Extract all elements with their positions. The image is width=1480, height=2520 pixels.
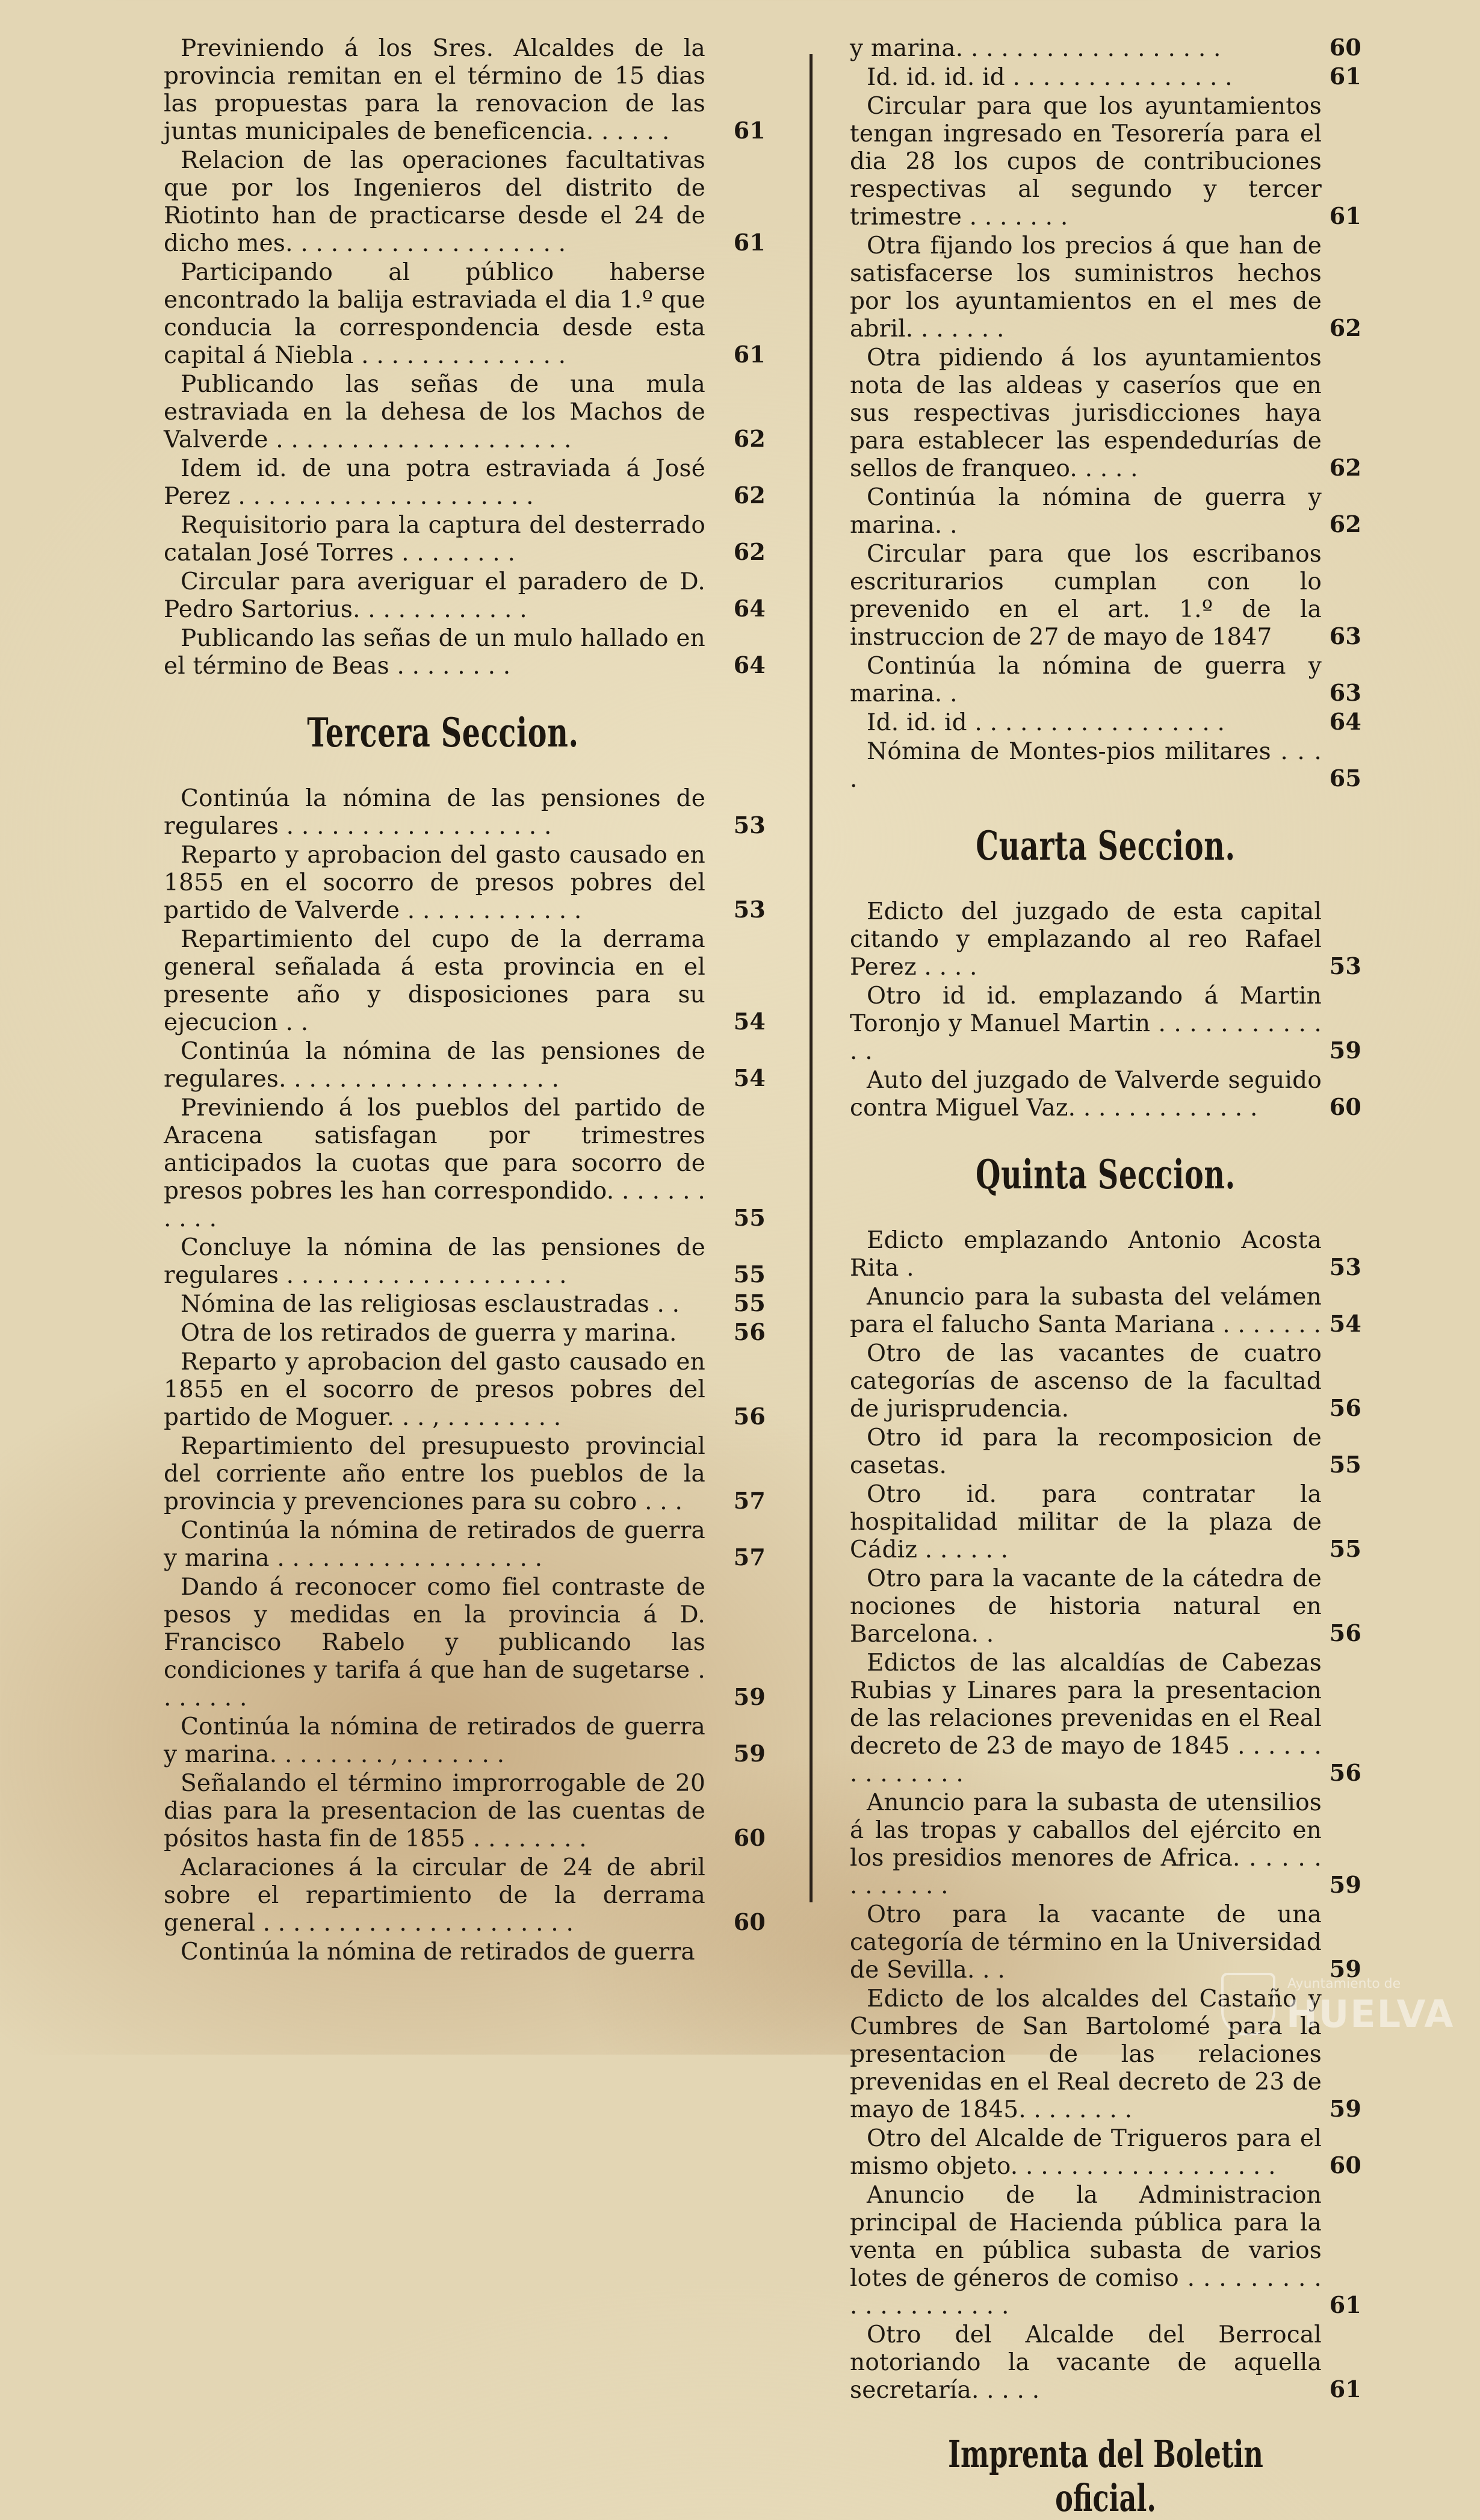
entry-text: Anuncio para la subasta del velámen para el falucho Santa Mariana . . . . . . .: [850, 1283, 1322, 1338]
right-entries-quinta: [850, 1227, 1361, 2404]
page-number: 59: [1329, 2095, 1361, 2122]
ayuntamiento-huelva-logo: [1221, 1968, 1455, 2040]
entry-text: Continúa la nómina de guerra y marina. .: [850, 653, 1322, 707]
page-number: 60: [1329, 1093, 1361, 1120]
page-number: 62: [733, 538, 766, 565]
page-number: 63: [1329, 679, 1361, 706]
index-entry: [850, 982, 1361, 1066]
entry-text: Reparto y aprobacion del gasto causado en 1855 en el socorro de presos pobres del partido de Valverde . . . . . . . . . . . .: [164, 842, 705, 924]
imprint-line: Imprenta del Boletin oficial.: [948, 2432, 1263, 2520]
entry-text: Continúa la nómina de las pensiones de regulares . . . . . . . . . . . . . . . . . .: [164, 785, 705, 840]
page-number: 61: [1329, 2291, 1361, 2318]
page-number: 61: [733, 229, 766, 256]
right-entries-top: [850, 35, 1361, 793]
page-number: 55: [733, 1261, 766, 1288]
index-entry: [850, 898, 1361, 981]
page-number: 55: [1329, 1535, 1361, 1562]
index-entry: [850, 709, 1361, 737]
right-entries-cuarta: [850, 898, 1361, 1122]
entry-text: Nómina de las religiosas esclaustradas . .: [181, 1291, 680, 1318]
index-entry: [164, 1094, 766, 1233]
page-number: 64: [733, 651, 766, 678]
logo-line1: Ayuntamiento de: [1287, 1976, 1401, 1991]
left-entries-tercera: [164, 785, 766, 1966]
entry-text: Otro id. para contratar la hospitalidad militar de la plaza de Cádiz . . . . . .: [850, 1481, 1322, 1563]
page-number: 53: [733, 896, 766, 923]
entry-text: Circular para que los ayuntamientos tengan ingresado en Tesorería para el dia 28 los cupos de contribuciones respectivas al segundo y tercer trimestre . . . . . . .: [850, 93, 1322, 231]
entry-text: Concluye la nómina de las pensiones de regulares . . . . . . . . . . . . . . . . . . .: [164, 1234, 705, 1289]
logo-line2: HUELVA: [1286, 1992, 1455, 2036]
entry-text: Idem id. de una potra estraviada á José Perez . . . . . . . . . . . . . . . . . . . .: [164, 455, 705, 510]
index-entry: [850, 1789, 1361, 1900]
index-entry: [850, 1649, 1361, 1788]
entry-text: Continúa la nómina de retirados de guerra: [181, 1938, 695, 1966]
index-entry: [164, 1574, 766, 1712]
index-entry: [164, 512, 766, 567]
index-entry: [164, 625, 766, 680]
page-number: 61: [1329, 2376, 1361, 2403]
entry-text: Otra pidiendo á los ayuntamientos nota de las aldeas y caseríos que en sus respectivas jurisdicciones haya para establecer las espendedurías de sellos de franqueo. . . . .: [850, 344, 1322, 482]
entry-text: Participando al público haberse encontrado la balija estraviada el dia 1.º que conducia la correspondencia desde esta capital á Niebla . . . . . . . . . . . . . .: [164, 259, 705, 369]
entry-text: Relacion de las operaciones facultativas que por los Ingenieros del distrito de Riotinto han de practicarse desde el 24 de dicho mes. . . . . . . . . . . . . . . . . . .: [164, 147, 705, 257]
page-number: 56: [1329, 1394, 1361, 1421]
index-entry: [164, 1938, 766, 1966]
page-number: 62: [1329, 314, 1361, 341]
page-number: 61: [1329, 202, 1361, 229]
entry-text: Otro para la vacante de la cátedra de nociones de historia natural en Barcelona. .: [850, 1565, 1322, 1648]
entry-text: y marina. . . . . . . . . . . . . . . . . .: [850, 35, 1221, 62]
entry-text: Edicto de los alcaldes del Castaño y Cumbres de San Bartolomé para la presentacion de las relaciones prevenidas en el Real decreto de 23 de mayo de 1845. . . . . . . .: [850, 1985, 1322, 2123]
page-number: 54: [733, 1008, 766, 1035]
page-number: 60: [733, 1908, 766, 1935]
page-number: 55: [733, 1289, 766, 1317]
page-number: 61: [1329, 63, 1361, 90]
column-divider: [810, 54, 813, 1902]
index-entry: [164, 1854, 766, 1937]
page-number: 56: [733, 1318, 766, 1345]
index-entry: [850, 93, 1361, 231]
index-entry: [164, 35, 766, 146]
index-entry: [850, 1227, 1361, 1282]
left-column: [164, 35, 766, 1967]
entry-text: Auto del juzgado de Valverde seguido contra Miguel Vaz. . . . . . . . . . . . .: [850, 1067, 1322, 1122]
page-number: 54: [733, 1064, 766, 1091]
page-number: 64: [1329, 708, 1361, 735]
entry-text: Otro id id. emplazando á Martin Toronjo y Manuel Martin . . . . . . . . . . . . .: [850, 982, 1322, 1065]
entry-text: Continúa la nómina de guerra y marina. .: [850, 484, 1322, 539]
index-entry: [164, 1291, 766, 1318]
index-entry: [164, 147, 766, 258]
entry-text: Continúa la nómina de retirados de guerra y marina. . . . . . . . , . . . . . . .: [164, 1713, 705, 1768]
page-number: 59: [1329, 1871, 1361, 1898]
index-entry: [850, 232, 1361, 343]
entry-text: Previniendo á los Sres. Alcaldes de la provincia remitan en el término de 15 dias las propuestas para la renovacion de las juntas municipales de beneficencia. . . . . .: [164, 35, 705, 145]
page-number: 57: [733, 1487, 766, 1514]
page-number: 55: [733, 1204, 766, 1231]
index-entry: [850, 2321, 1361, 2404]
page-number: 64: [733, 595, 766, 622]
page-number: 59: [733, 1683, 766, 1710]
entry-text: Circular para averiguar el paradero de D. Pedro Sartorius. . . . . . . . . . . .: [164, 568, 705, 623]
entry-text: Publicando las señas de una mula estraviada en la dehesa de los Machos de Valverde . . . . . . . . . . . . . . . . . . . .: [164, 371, 705, 453]
page-number: 62: [1329, 511, 1361, 538]
index-entry: [850, 1481, 1361, 1564]
page-number: 56: [1329, 1759, 1361, 1786]
page-number: 65: [1329, 765, 1361, 792]
page-number: 62: [733, 425, 766, 452]
index-entry: [850, 541, 1361, 651]
page-number: 60: [733, 1824, 766, 1851]
entry-text: Circular para que los escribanos escriturarios cumplan con lo prevenido en el art. 1.º de la instruccion de 27 de mayo de 1847: [850, 541, 1322, 651]
index-entry: [164, 1320, 766, 1347]
entry-text: Otro del Alcalde del Berrocal notoriando la vacante de aquella secretaría. . . . .: [850, 2321, 1322, 2404]
index-entry: [850, 64, 1361, 92]
section-title-quinta: Quinta Seccion.: [976, 1151, 1236, 1198]
index-entry: [164, 568, 766, 624]
page-number: 59: [733, 1740, 766, 1767]
entry-text: Nómina de Montes-pios militares . . . .: [850, 738, 1322, 793]
index-entry: [850, 738, 1361, 793]
entry-text: Reparto y aprobacion del gasto causado en 1855 en el socorro de presos pobres del partido de Moguer. . . , . . . . . . . .: [164, 1348, 705, 1431]
index-entry: [850, 2182, 1361, 2320]
entry-text: Continúa la nómina de las pensiones de regulares. . . . . . . . . . . . . . . . . . .: [164, 1038, 705, 1093]
index-entry: [850, 1067, 1361, 1122]
index-entry: [850, 1424, 1361, 1480]
index-entry: [164, 259, 766, 370]
page-number: 53: [733, 812, 766, 839]
page-number: 54: [1329, 1310, 1361, 1337]
index-entry: [164, 371, 766, 454]
entry-text: Otro id para la recomposicion de casetas.: [850, 1424, 1322, 1479]
page-number: 53: [1329, 1253, 1361, 1280]
entry-text: Otra fijando los precios á que han de satisfacerse los suministros hechos por los ayuntamientos en el mes de abril. . . . . . .: [850, 232, 1322, 343]
index-entry: [850, 2125, 1361, 2180]
page-number: 61: [733, 341, 766, 368]
entry-text: Otro para la vacante de una categoría de término en la Universidad de Sevilla. . .: [850, 1901, 1322, 1984]
entry-text: Continúa la nómina de retirados de guerra y marina . . . . . . . . . . . . . . . . . .: [164, 1517, 705, 1572]
page-number: 55: [1329, 1451, 1361, 1478]
index-entry: [850, 344, 1361, 483]
page-number: 59: [1329, 1037, 1361, 1064]
index-entry: [850, 1565, 1361, 1648]
index-entry: [164, 1517, 766, 1572]
page-number: 62: [733, 482, 766, 509]
coat-of-arms-icon: [1221, 1973, 1275, 2035]
entry-text: Otro del Alcalde de Trigueros para el mismo objeto. . . . . . . . . . . . . . . . . .: [850, 2125, 1322, 2180]
section-title-cuarta: Cuarta Seccion.: [976, 822, 1236, 869]
index-entry: [164, 1348, 766, 1432]
left-entries-top: [164, 35, 766, 680]
entry-text: Edictos de las alcaldías de Cabezas Rubias y Linares para la presentacion de las relaciones prevenidas en el Real decreto de 23 de mayo de 1845 . . . . . . . . . . . . . .: [850, 1649, 1322, 1787]
entry-text: Publicando las señas de un mulo hallado en el término de Beas . . . . . . . .: [164, 625, 705, 680]
entry-text: Anuncio de la Administracion principal de Hacienda pública para la venta en pública subasta de varios lotes de géneros de comiso . . . . . . . . . . . . . . . . . . . .: [850, 2182, 1322, 2320]
index-entry: [164, 1234, 766, 1289]
entry-text: Edicto del juzgado de esta capital citando y emplazando al reo Rafael Perez . . . .: [850, 898, 1322, 981]
entry-text: Repartimiento del cupo de la derrama general señalada á esta provincia en el presente año y disposiciones para su ejecucion . .: [164, 926, 705, 1036]
page-number: 59: [1329, 1955, 1361, 1982]
entry-text: Señalando el término improrrogable de 20 dias para la presentacion de las cuentas de pósitos hasta fin de 1855 . . . . . . . .: [164, 1770, 705, 1852]
page-number: 60: [1329, 2152, 1361, 2179]
index-entry: [850, 653, 1361, 708]
entry-text: Id. id. id . . . . . . . . . . . . . . . . .: [867, 709, 1225, 736]
index-entry: [164, 1713, 766, 1769]
index-entry: [164, 1038, 766, 1093]
index-entry: [850, 35, 1361, 63]
index-entry: [164, 842, 766, 925]
page-number: 60: [1329, 34, 1361, 61]
entry-text: Requisitorio para la captura del desterrado catalan José Torres . . . . . . . .: [164, 512, 705, 566]
entry-text: Otro de las vacantes de cuatro categorías de ascenso de la facultad de jurisprudencia.: [850, 1340, 1322, 1423]
index-entry: [164, 1433, 766, 1516]
section-title-tercera: Tercera Seccion.: [307, 709, 579, 756]
entry-text: Previniendo á los pueblos del partido de Aracena satisfagan por trimestres anticipados la cuotas que para socorro de presos pobres les han correspondido. . . . . . . . . . .: [164, 1094, 705, 1232]
index-entry: [850, 1283, 1361, 1339]
entry-text: Dando á reconocer como fiel contraste de pesos y medidas en la provincia á D. Francisco Rabelo y publicando las condiciones y tarifa á que han de sugetarse . . . . . . .: [164, 1574, 705, 1712]
entry-text: Edicto emplazando Antonio Acosta Rita .: [850, 1227, 1322, 1282]
index-entry: [850, 484, 1361, 539]
entry-text: Aclaraciones á la circular de 24 de abril sobre el repartimiento de la derrama general . . . . . . . . . . . . . . . . . . . . .: [164, 1854, 705, 1937]
index-entry: [850, 1340, 1361, 1423]
page-number: 57: [733, 1544, 766, 1571]
page-number: 56: [1329, 1619, 1361, 1646]
right-column: [850, 35, 1361, 2520]
page-number: 61: [733, 117, 766, 144]
index-entry: [164, 455, 766, 511]
page-number: 63: [1329, 622, 1361, 650]
page-number: 62: [1329, 454, 1361, 481]
entry-text: Anuncio para la subasta de utensilios á las tropas y caballos del ejército en los presidios menores de Africa. . . . . . . . . . . . .: [850, 1789, 1322, 1899]
page-number: 53: [1329, 952, 1361, 979]
index-entry: [164, 785, 766, 840]
page-number: 56: [733, 1403, 766, 1430]
entry-text: Otra de los retirados de guerra y marina.: [181, 1320, 677, 1347]
entry-text: Repartimiento del presupuesto provincial del corriente año entre los pueblos de la provincia y prevenciones para su cobro . . .: [164, 1433, 705, 1515]
entry-text: Id. id. id. id . . . . . . . . . . . . . . .: [867, 64, 1233, 91]
index-entry: [164, 926, 766, 1037]
index-entry: [164, 1770, 766, 1853]
